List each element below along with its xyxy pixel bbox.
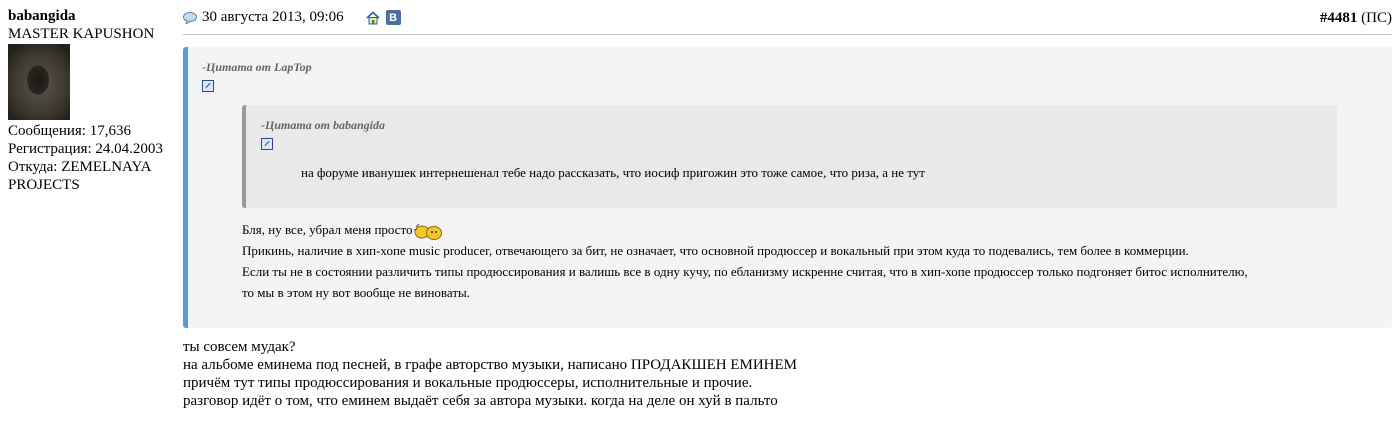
avatar[interactable] <box>8 44 70 120</box>
quote-line <box>242 219 1342 240</box>
user-registration-date: Регистрация: 24.04.2003 <box>8 141 163 157</box>
user-info-panel <box>8 7 178 194</box>
post-number-suffix: (ПС) <box>1357 10 1392 26</box>
post-date: 30 августа 2013, 09:06 <box>202 9 344 25</box>
vk-icon[interactable]: В <box>386 10 401 25</box>
user-location: Откуда: ZEMELNAYA <box>8 159 152 175</box>
user-title: MASTER KAPUSHON <box>8 26 155 42</box>
quote-block <box>183 47 1392 328</box>
message-line: разговор идёт о том, что еминем выдаёт себя за автора музыки. когда на деле он хуй в пальто <box>183 393 778 409</box>
post-header <box>183 7 1392 29</box>
quote-text <box>242 219 1342 303</box>
username-link[interactable]: babangida <box>8 8 76 24</box>
nested-quote-text: на форуме иванушек интернешенал тебе надо рассказать, что иосиф пригожин это тоже самое, что риза, а не тут <box>301 165 925 180</box>
quote-title: -Цитата от LapTop <box>202 60 312 74</box>
nested-quote-block <box>242 105 1337 208</box>
message-line: причём тут типы продюссирования и вокальные продюссеры, исполнительные и прочие. <box>183 375 753 391</box>
clapping-hands-smiley <box>413 223 443 240</box>
post-number-link[interactable] <box>1320 10 1392 27</box>
home-icon[interactable] <box>366 11 380 25</box>
speech-bubble-icon <box>183 12 197 24</box>
post-number[interactable]: #4481 <box>1319 10 1358 26</box>
user-post-count: Сообщения: 17,636 <box>8 123 131 139</box>
quote-line: Если ты не в состоянии различить типы продюссирования и валишь все в одну кучу, по ебланизму искренне считая, что в хип-хопе продюссер только подгоняет битос исполнителю, <box>242 264 1248 279</box>
quote-line: то мы в этом ну вот вообще не виноваты. <box>242 285 470 300</box>
message-line: на альбоме еминема под песней, в графе авторство музыки, написано ПРОДАКШЕН ЕМИНЕМ <box>183 357 797 373</box>
view-post-icon[interactable] <box>202 80 214 92</box>
nested-quote-title: -Цитата от babangida <box>261 118 386 132</box>
header-divider <box>183 34 1392 35</box>
quote-line: Прикинь, наличие в хип-хопе music producer, отвечающего за бит, не означает, что основной продюссер и вокальный при этом куда то подевались, тем более в коммерции. <box>242 243 1189 258</box>
post-message <box>183 338 797 410</box>
quote-line-text: Бля, ну все, убрал меня просто <box>242 222 413 237</box>
message-line: ты совсем мудак? <box>183 339 296 355</box>
user-location-cont: PROJECTS <box>8 177 80 193</box>
view-post-icon[interactable] <box>261 138 273 150</box>
